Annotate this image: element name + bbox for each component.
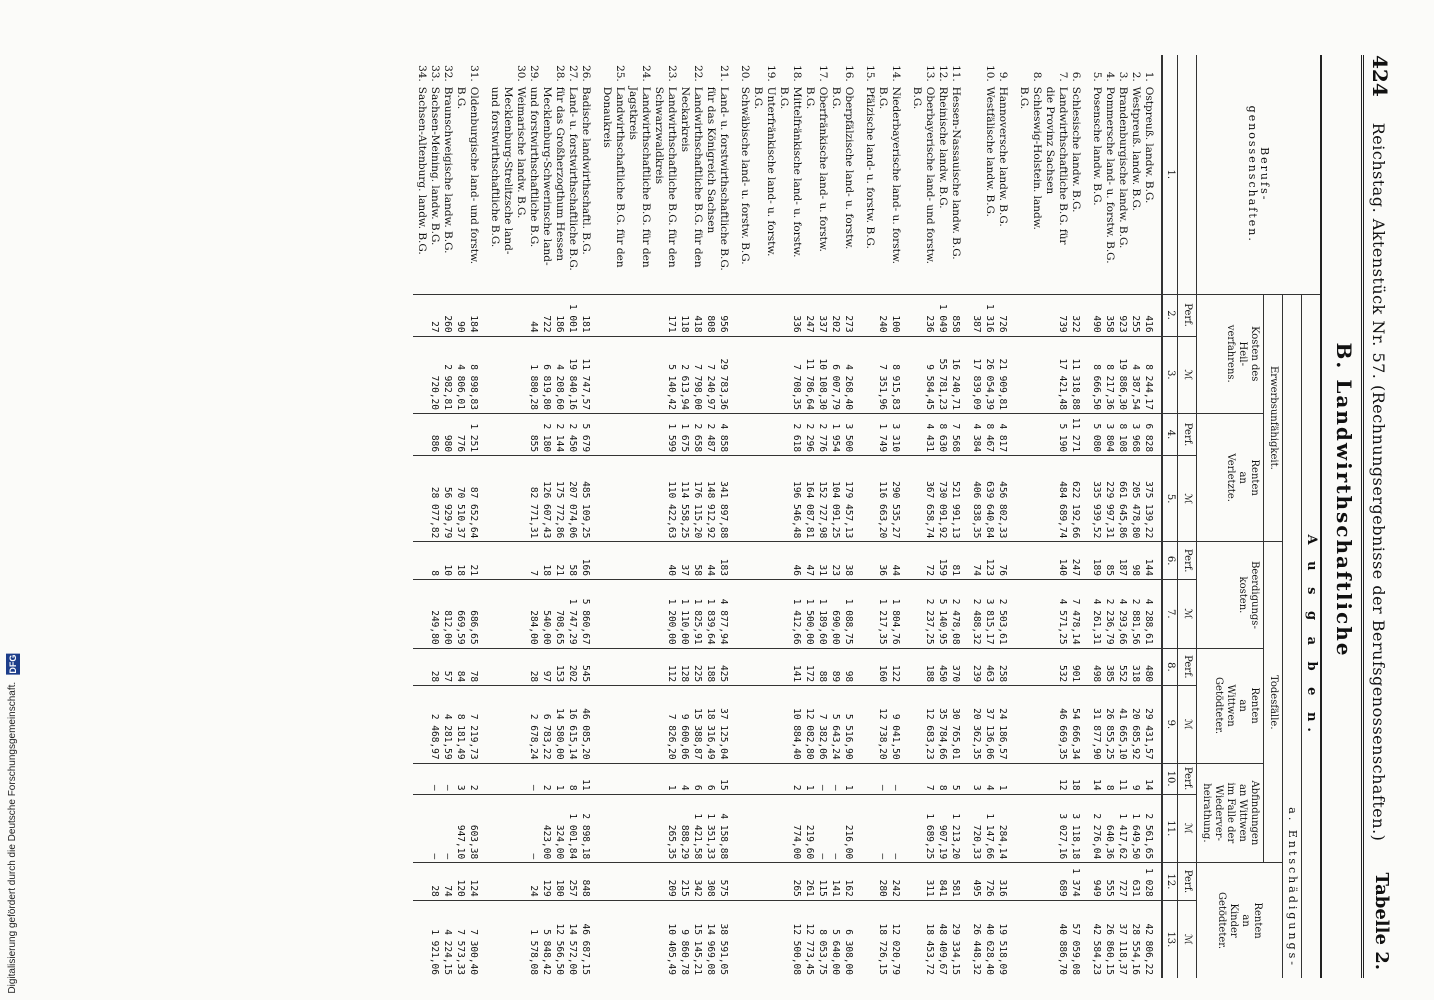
subheader-blank xyxy=(1178,55,1197,294)
cell-c4: 4 817 8 467 4 384 xyxy=(968,414,1015,456)
subheader-pers: Perf. xyxy=(1178,763,1197,794)
column-number: 7. xyxy=(1162,579,1178,648)
table-row xyxy=(736,55,861,978)
cell-c8: 425 188 225 128 112 xyxy=(598,648,736,686)
cell-c13: 6 308,00 5 640,00 8 053,75 12 773,45 12 500,08 xyxy=(736,900,861,978)
cell-c5: 179 457,13 104 091,25 152 727,98 164 087,81 196 546,48 xyxy=(736,456,861,542)
cell-c5: 290 535,27 116 663,20 xyxy=(861,456,908,542)
section-heading: B. Landwirthschaftliche xyxy=(1332,342,1356,658)
cell-c12: 1 374 689 xyxy=(1015,863,1088,901)
subheader-mark: ℳ xyxy=(1178,579,1197,648)
column-number: 12. xyxy=(1162,863,1178,901)
row-index: 21. 22. 23. 24. 25. xyxy=(614,65,730,82)
header-renten-verletzte: Renten an Verletzte. xyxy=(1197,414,1264,542)
cell-c9: 46 085,20 16 615,14 14 580,00 6 783,22 2 678,24 xyxy=(486,686,598,763)
cell-c5: 87 652,64 70 510,37 56 929,79 28 077,82 xyxy=(413,456,486,542)
cell-c11: 603,38 947,10 — — xyxy=(413,794,486,863)
header-renten-witwen: Renten an Wittwen Getödteter. xyxy=(1197,648,1264,763)
cell-c3: 8 915,83 7 351,96 xyxy=(861,336,908,413)
cell-c11: 2 561,65 1 649,50 1 417,62 640,36 2 276,04 xyxy=(1088,794,1162,863)
cell-c2: 181 1 001 186 722 44 xyxy=(486,294,598,336)
cell-c11: — — xyxy=(861,794,908,863)
row-index: 31. 32. 33. 34. xyxy=(416,65,480,82)
cell-c7: 686,65 669,59 812,00 249,80 xyxy=(413,579,486,648)
table-body xyxy=(413,55,1162,978)
cell-c4: 3 500 1 954 2 776 2 296 2 618 xyxy=(736,414,861,456)
header-rule xyxy=(1361,55,1364,978)
column-number: 11. xyxy=(1162,794,1178,863)
table-row xyxy=(486,55,598,978)
cell-c10: 5 8 7 xyxy=(908,763,968,794)
cell-c6: 166 58 21 18 7 xyxy=(486,542,598,580)
cell-c7: 7 478,14 4 571,25 xyxy=(1015,579,1088,648)
cell-c9: 29 431,57 20 685,92 41 665,10 26 855,25 31 877,90 xyxy=(1088,686,1162,763)
cell-c10: 15 6 6 4 1 xyxy=(598,763,736,794)
column-number: 3. xyxy=(1162,336,1178,413)
cell-c8: 480 318 552 385 498 xyxy=(1088,648,1162,686)
cell-c7: 2 478,08 5 140,95 2 237,25 xyxy=(908,579,968,648)
cell-c4: 3 310 1 749 xyxy=(861,414,908,456)
cell-c8: 78 84 57 28 xyxy=(413,648,486,686)
cell-c8: 258 463 239 xyxy=(968,648,1015,686)
cell-c6: 76 123 74 xyxy=(968,542,1015,580)
cell-c12: 162 141 115 261 265 xyxy=(736,863,861,901)
cell-c3: 4 268,40 6 007,79 10 108,30 11 786,64 7 708,35 xyxy=(736,336,861,413)
cell-c9: 37 125,04 18 316,49 15 388,87 9 600,06 7 826,20 xyxy=(598,686,736,763)
row-association-name: Schlesische landw. B.G. Landwirthschaftliche B.G. für die Provinz Sachsen Schleswig-Holstein. landw. B.G. xyxy=(1018,86,1082,245)
cell-c8: 122 160 xyxy=(861,648,908,686)
column-number: 4. xyxy=(1162,414,1178,456)
subheader-pers: Perf. xyxy=(1178,648,1197,686)
cell-c6: 247 140 xyxy=(1015,542,1088,580)
cell-c6: 21 18 10 8 xyxy=(413,542,486,580)
cell-c7: 4 288,61 2 881,56 4 293,66 2 236,79 4 261,31 xyxy=(1088,579,1162,648)
cell-c13: 38 591,05 14 969,08 15 145,21 9 860,78 10 405,49 xyxy=(598,900,736,978)
header-beerdigungskosten: Beerdigungs- kosten. xyxy=(1197,542,1264,648)
row-association-name: Niederbayerische land- u. forstw. B.G. Pfälzische land- u. forstw. B.G. xyxy=(864,86,902,264)
cell-c13: 42 806,22 28 554,16 37 118,37 26 860,15 42 584,23 xyxy=(1088,900,1162,978)
cell-c12: 316 726 495 xyxy=(968,863,1015,901)
running-header xyxy=(1368,55,1392,955)
subheader-mark: ℳ xyxy=(1178,456,1197,542)
header-heilverfahren: Kosten des Heil- verfahrens. xyxy=(1197,294,1264,414)
column-number: 1. xyxy=(1162,55,1178,294)
cell-c7: 1 088,75 690,00 1 189,60 1 500,00 1 412,66 xyxy=(736,579,861,648)
cell-c9: 30 765,01 35 784,66 12 683,23 xyxy=(908,686,968,763)
header-todesfaelle: Todesfälle. xyxy=(1264,542,1283,863)
dfg-logo: DFG xyxy=(8,655,18,675)
cell-c2: 416 255 923 358 490 xyxy=(1088,294,1162,336)
cell-c3: 11 318,88 17 421,48 xyxy=(1015,336,1088,413)
table-row xyxy=(413,55,486,978)
header-ausgaben: A u s g a b e n. xyxy=(1302,294,1322,978)
cell-c2: 858 1 049 236 xyxy=(908,294,968,336)
cell-c13: 7 300,40 7 573,33 4 224,15 1 921,06 xyxy=(413,900,486,978)
table-row xyxy=(1088,55,1162,978)
subheader-mark: ℳ xyxy=(1178,336,1197,413)
cell-c11: 216,00 — — 219,60 774,00 xyxy=(736,794,861,863)
row-association-name: Oberpfälzische land- u. forstw. B.G. Oberfränkische land- u. forstw. B.G. Mittelfränkische land- u. forstw. B.G. Unterfränkische land- u. forstw. B.G. Schwäbische land- u. forstw. B.G. xyxy=(739,86,855,265)
cell-c4: 4 858 2 487 2 658 1 675 1 599 xyxy=(598,414,736,456)
cell-c4: 5 679 2 450 2 144 2 180 855 xyxy=(486,414,598,456)
cell-c2: 726 1 316 387 xyxy=(968,294,1015,336)
cell-c12: 575 308 342 215 209 xyxy=(598,863,736,901)
cell-c10: 11 8 1 2 — xyxy=(486,763,598,794)
cell-c13: 57 059,08 40 886,70 xyxy=(1015,900,1088,978)
cell-c5: 456 802,33 639 640,84 406 838,35 xyxy=(968,456,1015,542)
cell-c10: 2 3 — — xyxy=(413,763,486,794)
row-index: 9. 10. xyxy=(984,65,1009,82)
row-index: 1. 2. 3. 4. 5. xyxy=(1091,71,1155,82)
cell-c11: 2 898,18 1 001,84 324,00 423,00 — xyxy=(486,794,598,863)
cell-c13: 12 020,79 18 726,15 xyxy=(861,900,908,978)
cell-c10: 18 12 xyxy=(1015,763,1088,794)
cell-c2: 322 739 xyxy=(1015,294,1088,336)
row-index: 16. 17. 18. 19. 20. xyxy=(739,65,855,82)
cell-c7: 4 877,94 1 839,64 1 825,91 1 110,00 1 200,00 xyxy=(598,579,736,648)
cell-c11: 284,14 1 147,66 720,33 xyxy=(968,794,1015,863)
row-index: 11. 12. 13. xyxy=(924,65,962,82)
table-row xyxy=(598,55,736,978)
cell-c11: 3 118,18 3 027,16 xyxy=(1015,794,1088,863)
row-index: 6. 7. 8. xyxy=(1031,71,1082,82)
cell-c10: — — xyxy=(861,763,908,794)
cell-c12: 848 257 180 129 24 xyxy=(486,863,598,901)
table-row xyxy=(968,55,1015,978)
row-association-name: Hessen-Nassauische landw. B.G. Rheinische landw. B.G. Oberbayerische land- und forstw. B.G. xyxy=(911,86,962,264)
cell-c9: 54 666,34 46 669,35 xyxy=(1015,686,1088,763)
statistics-table xyxy=(413,55,1322,978)
cell-c4: 6 828 3 968 8 108 3 804 5 080 xyxy=(1088,414,1162,456)
cell-c7: 2 503,61 3 815,17 2 488,32 xyxy=(968,579,1015,648)
row-association-name: Land- u. forstwirthschaftliche B.G. für das Königreich Sachsen Landwirthschaftliche B.G. für den Neckarkreis Landwirthschaftliche B.G. für den Schwarzwaldkreis Landwirthschaftliche B.G. für den Jagstkreis Landwirthschaftliche B.G. für den Donaukreis xyxy=(601,86,730,271)
subheader-mark: ℳ xyxy=(1178,900,1197,978)
credit-text: Digitalisierung gefördert durch die Deutsche Forschungsgemeinschaft. xyxy=(7,682,18,994)
table-row xyxy=(908,55,968,978)
cell-c12: 242 280 xyxy=(861,863,908,901)
table-row xyxy=(1015,55,1088,978)
cell-c12: 124 120 74 28 xyxy=(413,863,486,901)
cell-c9: 24 186,57 37 136,06 20 362,35 xyxy=(968,686,1015,763)
cell-c2: 184 90 260 27 xyxy=(413,294,486,336)
cell-c2: 100 240 xyxy=(861,294,908,336)
subheader-pers: Perf. xyxy=(1178,294,1197,336)
cell-c8: 370 450 188 xyxy=(908,648,968,686)
cell-c13: 46 687,15 14 572,00 12 566,50 5 848,42 1 578,08 xyxy=(486,900,598,978)
cell-c2: 956 808 418 118 171 xyxy=(598,294,736,336)
cell-c4: 11 271 5 190 xyxy=(1015,414,1088,456)
cell-c5: 375 139,22 205 478,80 661 645,86 229 997,31 335 939,52 xyxy=(1088,456,1162,542)
column-number: 2. xyxy=(1162,294,1178,336)
cell-c8: 901 532 xyxy=(1015,648,1088,686)
cell-c7: 1 804,76 1 217,35 xyxy=(861,579,908,648)
row-association-name: Badische landwirthschaftl. B.G. Land- u. forstwirthschaftliche B.G. für das Großherzogthum Hessen Mecklenburg-Schwerinsche land- und forstwirthschaftliche B.G. Weimarische landw. B.G. Mecklenburg-Strelitzsche land- und forstwirthschaftliche B.G. xyxy=(489,86,592,271)
page-number: 424 xyxy=(1368,55,1392,97)
cell-c10: 1 — — 1 2 xyxy=(736,763,861,794)
header-erwerbsunfaehigkeit: Erwerbsunfähigkeit. xyxy=(1264,294,1283,542)
cell-c3: 11 747,57 19 840,16 4 208,60 6 819,80 1 880,28 xyxy=(486,336,598,413)
row-association-name: Ostpreuß. landw. B.G. Westpreuß. landw. B.G. Brandenburgische landw. B.G. Pommersche land- u. forstw. B.G. Posensche landw. B.G. xyxy=(1091,86,1155,264)
column-number: 6. xyxy=(1162,542,1178,580)
cell-c6: 81 159 72 xyxy=(908,542,968,580)
cell-c6: 183 44 58 37 40 xyxy=(598,542,736,580)
cell-c9: 7 219,73 8 181,49 4 281,59 2 468,97 xyxy=(413,686,486,763)
header-abfindungen: Abfindungen an Wittwen im Falle der Wiederver- heirathung. xyxy=(1197,763,1264,863)
cell-c10: 1 4 3 xyxy=(968,763,1015,794)
cell-c12: 581 841 311 xyxy=(908,863,968,901)
cell-c3: 21 909,81 26 054,39 17 839,09 xyxy=(968,336,1015,413)
column-number: 8. xyxy=(1162,648,1178,686)
subheader-pers: Perf. xyxy=(1178,542,1197,580)
cell-c9: 9 041,50 12 738,20 xyxy=(861,686,908,763)
cell-c6: 44 36 xyxy=(861,542,908,580)
cell-c3: 29 783,36 7 240,97 7 798,00 2 613,94 5 140,42 xyxy=(598,336,736,413)
subheader-pers: Perf. xyxy=(1178,414,1197,456)
header-renten-kinder: Renten an Kinder Getödteter. xyxy=(1197,863,1283,978)
cell-c8: 98 89 88 172 141 xyxy=(736,648,861,686)
cell-c5: 341 897,88 148 912,92 176 115,20 114 558,25 110 422,63 xyxy=(598,456,736,542)
table-row xyxy=(861,55,908,978)
running-title: Reichstag. Aktenstück Nr. 57. (Rechnungsergebnisse der Berufsgenossenschaften.) xyxy=(1369,122,1388,842)
cell-c3: 8 898,83 4 806,01 2 982,81 720,20 xyxy=(413,336,486,413)
subheader-pers: Perf. xyxy=(1178,863,1197,901)
cell-c11: 1 213,20 907,19 1 689,25 xyxy=(908,794,968,863)
cell-c6: 38 23 31 47 46 xyxy=(736,542,861,580)
cell-c8: 545 202 153 97 28 xyxy=(486,648,598,686)
row-index: 26. 27. 28. 29. 30. xyxy=(515,65,592,82)
cell-c11: 4 158,88 1 351,33 1 421,58 888,29 265,35 xyxy=(598,794,736,863)
digitization-credit xyxy=(6,654,20,994)
cell-c4: 1 251 776 980 886 xyxy=(413,414,486,456)
cell-c5: 521 991,13 730 091,92 367 658,74 xyxy=(908,456,968,542)
row-association-name: Hannoversche landw. B.G. Westfälische landw. B.G. xyxy=(984,86,1009,227)
row-index: 14. 15. xyxy=(864,65,902,82)
subheader-mark: ℳ xyxy=(1178,794,1197,863)
header-entschaedigungs: a. Entschädigungs- xyxy=(1283,294,1302,978)
cell-c3: 16 240,71 55 781,23 9 584,45 xyxy=(908,336,968,413)
cell-c2: 273 202 337 247 336 xyxy=(736,294,861,336)
cell-c7: 5 860,67 1 747,29 708,65 540,00 284,00 xyxy=(486,579,598,648)
column-number: 9. xyxy=(1162,686,1178,763)
cell-c9: 5 516,90 5 643,24 7 382,06 12 082,80 10 884,40 xyxy=(736,686,861,763)
column-number: 10. xyxy=(1162,763,1178,794)
cell-c13: 29 334,15 48 409,67 18 453,72 xyxy=(908,900,968,978)
cell-c4: 7 568 8 630 4 431 xyxy=(908,414,968,456)
cell-c5: 485 109,25 207 074,06 175 772,86 126 607,43 82 771,31 xyxy=(486,456,598,542)
column-number: 13. xyxy=(1162,900,1178,978)
row-association-name: Oldenburgische land- und forstw. B.G. Braunschweigische landw. B.G. Sachsen-Meining. landw. B.G. Sachsen-Altenburg. landw. B.G. xyxy=(416,86,480,265)
cell-c3: 8 244,17 4 387,54 19 886,30 8 217,36 8 666,50 xyxy=(1088,336,1162,413)
subheader-mark: ℳ xyxy=(1178,686,1197,763)
cell-c5: 622 192,66 484 689,74 xyxy=(1015,456,1088,542)
cell-c6: 144 98 187 85 189 xyxy=(1088,542,1162,580)
table-label: Tabelle 2. xyxy=(1371,872,1392,970)
column-number: 5. xyxy=(1162,456,1178,542)
cell-c13: 19 518,09 40 628,40 26 448,32 xyxy=(968,900,1015,978)
cell-c12: 1 028 631 727 555 949 xyxy=(1088,863,1162,901)
header-berufsgenossenschaften: Berufs- genossenschaften. xyxy=(1197,55,1322,294)
cell-c10: 14 9 11 8 14 xyxy=(1088,763,1162,794)
